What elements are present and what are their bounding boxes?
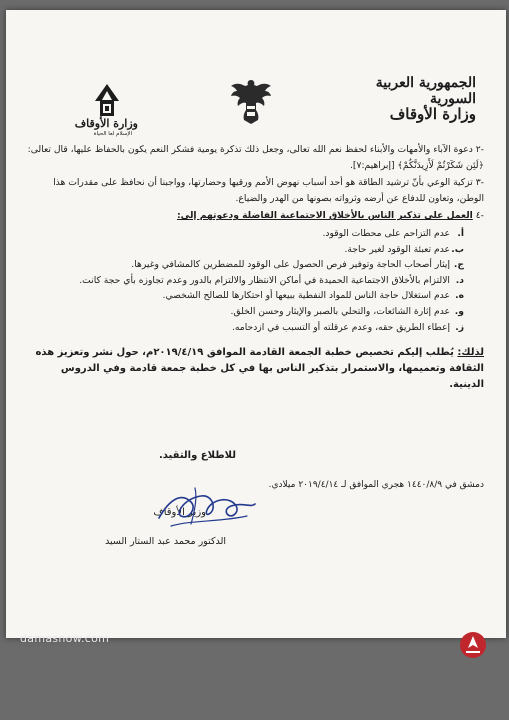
- list-item: [26, 273, 464, 289]
- list-text: عدم إثارة الشائعات، والتحلي بالصبر والإيثار وحسن الخلق.: [230, 305, 450, 317]
- list-letter: د.: [455, 274, 464, 286]
- list-text: إعطاء الطريق حقه، وعدم عرقلته أو التسبب في ازدحامه.: [231, 321, 450, 333]
- conclusion-lead: لذلك:: [457, 347, 484, 359]
- list-text: عدم تعبئة الوقود لغير حاجة.: [344, 243, 450, 255]
- brand-logo-icon: [459, 631, 487, 659]
- item-text: دعوة الآباء والأمهات والأبناء لحفظ نعم الله تعالى، وجعل ذلك تذكرة يومية فشكر النعم يكون بالحفاظ عليها، قال تعالى: ﴿لَئِن شَكَرْتُمْ لَأَزِيدَنَّكُمْ﴾ [إبراهيم:٧].: [27, 144, 484, 171]
- list-letter: ه.: [455, 290, 464, 302]
- logo-title: وزارة الأوقاف: [74, 117, 138, 130]
- document-page: [6, 10, 506, 638]
- item-4: [26, 208, 484, 224]
- watermark-site: damasnow.com: [20, 632, 110, 645]
- item-number: -٢: [475, 144, 484, 155]
- list-item: [26, 257, 464, 273]
- minister-name: الدكتور محمد عبد الستار السيد: [105, 536, 226, 547]
- item-3: [26, 175, 484, 206]
- letter-body: [26, 142, 484, 393]
- conclusion-text: يُطلب إليكم تخصيص خطبة الجمعة القادمة الموافق ٢٠١٩/٤/١٩م، حول نشر وتعزيز هذه الثقافة وتعميمها، والاستمرار بتذكير الناس بها في كل خطبة جمعة قادمة وفي الدروس الدينية.: [35, 347, 484, 391]
- list-letter: أ.: [457, 227, 464, 239]
- item-number: -٣: [475, 177, 484, 189]
- conclusion-paragraph: [26, 345, 484, 393]
- list-letter: ج.: [453, 259, 464, 271]
- list-item: [26, 242, 464, 258]
- subitem-list: [26, 226, 464, 335]
- item-heading: العمل على تذكير الناس بالأخلاق الاجتماعية الفاضلة ودعوتهم إلى:: [176, 210, 473, 222]
- list-text: الالتزام بالأخلاق الاجتماعية الحميدة في أماكن الانتظار والالتزام بالدور وعدم تجاوزه بأي حجة كانت.: [79, 274, 450, 286]
- list-item: [26, 304, 464, 320]
- dateline: دمشق في ١٤٤٠/٨/٩ هجري الموافق لـ ٢٠١٩/٤/١٤ ميلادي.: [268, 480, 484, 490]
- handwritten-signature: [151, 480, 261, 535]
- ministry-logo: [64, 83, 138, 138]
- list-letter: ز.: [455, 321, 464, 333]
- republic-name: الجمهورية العربية السورية: [375, 75, 476, 107]
- list-letter: و.: [454, 305, 464, 317]
- eagle-emblem-icon: [228, 76, 274, 128]
- list-letter: ب.: [451, 243, 464, 255]
- closing-line: للاطلاع والتقيد.: [158, 450, 236, 461]
- list-item: [26, 320, 464, 336]
- logo-subtitle: الإسلام لعا الحياة: [93, 131, 132, 137]
- list-text: عدم التزاحم على محطات الوقود.: [322, 227, 450, 239]
- calligraphy-mark-icon: [92, 83, 122, 117]
- item-text: تزكية الوعي بأنّ ترشيد الطاقة هو أحد أسباب نهوض الأمم ورقيها وحضارتها، وواجبنا أن نحافظ على مقدرات هذا الوطن، وتعاون للدفاع عن أرضه وثرواته بصونها من الهدر والضياع.: [53, 177, 484, 204]
- letterhead: [356, 75, 476, 123]
- list-text: إيثار أصحاب الحاجة وتوفير فرص الحصول على الوقود للمضطرين كالمشافي وغيرها.: [131, 259, 450, 271]
- list-item: [26, 226, 464, 242]
- list-item: [26, 288, 464, 304]
- item-number: -٤: [475, 210, 484, 222]
- list-text: عدم استغلال حاجة الناس للمواد النفطية ببيعها أو احتكارها للصالح الشخصي.: [162, 290, 450, 302]
- item-2: [26, 142, 484, 173]
- minister-title: وزير الأوقاف: [153, 507, 206, 518]
- ministry-name: وزارة الأوقاف: [389, 105, 476, 123]
